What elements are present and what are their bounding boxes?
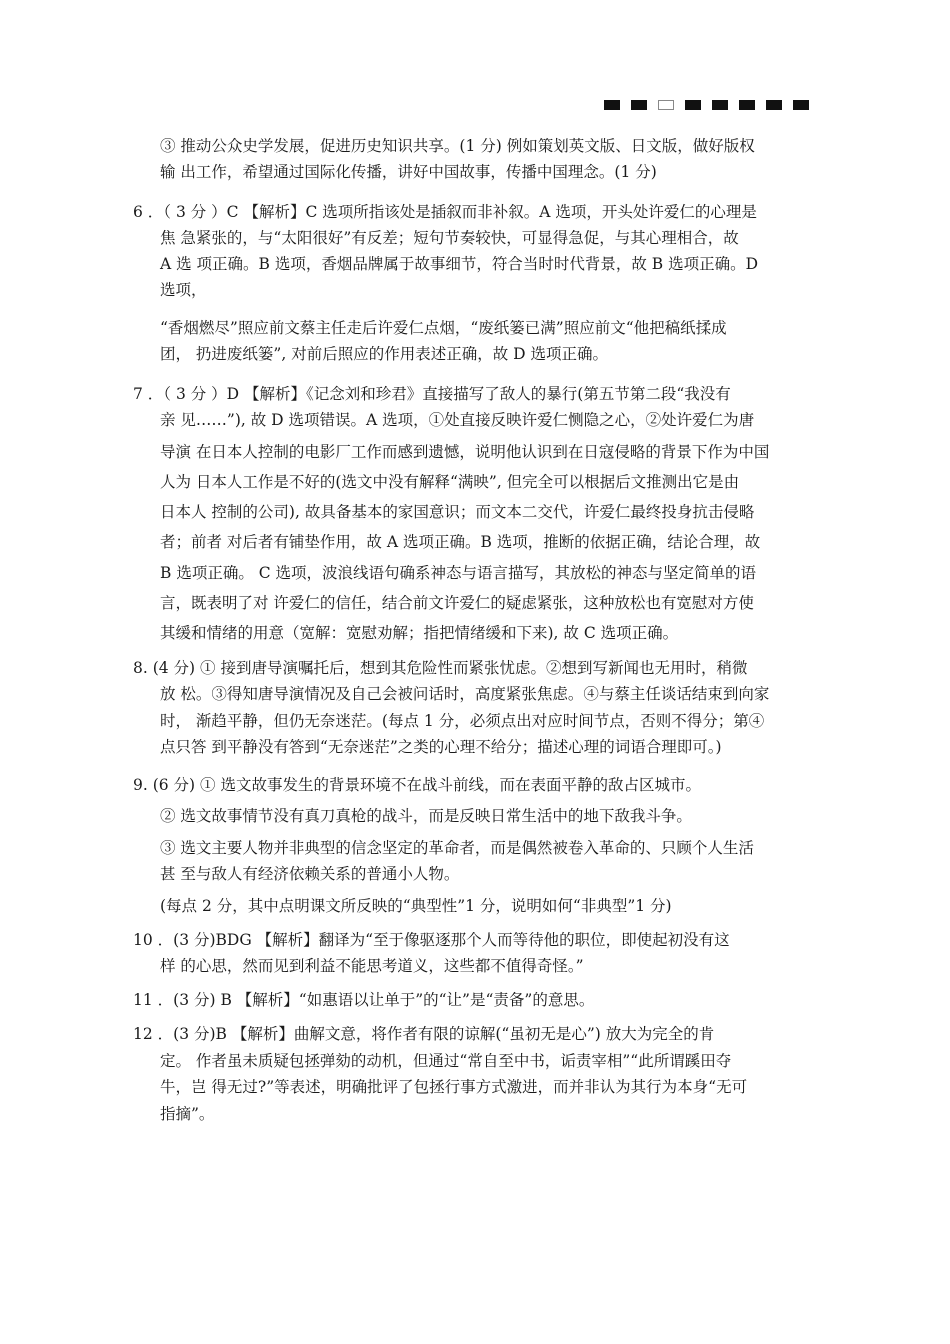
q10-line2: 样 的心思，然而见到利益不能思考道义，这些都不值得奇怪。” xyxy=(160,957,584,975)
q10-line1: 10 ．(3 分)BDG 【解析】翻译为“至于像驱逐那个人而等待他的职位，即使起初没有这 xyxy=(133,931,730,949)
q6-line2: 焦 急紧张的，与“太阳很好”有反差；短句节奏较快，可显得急促，与其心理相合，故 xyxy=(160,229,739,247)
q9-line1: 9. (6 分) ① 选文故事发生的背景环境不在战斗前线，而在表面平静的敌占区城市。 xyxy=(133,776,701,794)
q7-line7: B 选项正确。 C 选项，波浪线语句确系神态与语言描写，其放松的神态与坚定简单的语 xyxy=(160,564,757,582)
q8-line1: 8. (4 分) ① 接到唐导演嘱托后，想到其危险性而紧张忧虑。②想到写新闻也无用时，稍微 xyxy=(133,659,748,677)
q9-line5: (每点 2 分，其中点明课文所反映的“典型性”1 分，说明如何“非典型”1 分) xyxy=(160,897,672,915)
q7-line6: 者；前者 对后者有铺垫作用，故 A 选项正确。B 选项，推断的依据正确，结论合理，故 xyxy=(160,533,761,551)
header-mark xyxy=(766,100,782,110)
q8-line4: 点只答 到平静没有答到“无奈迷茫”之类的心理不给分；描述心理的词语合理即可。) xyxy=(160,738,722,756)
header-mark xyxy=(712,100,728,110)
header-mark xyxy=(793,100,809,110)
header-marks xyxy=(604,100,809,110)
q6-line1: 6 ．（ 3 分 ）C 【解析】C 选项所指该处是插叙而非补叙。A 选项，开头处许爱仁的心理是 xyxy=(133,203,757,221)
q6-line3: A 选 项正确。B 选项，香烟品牌属于故事细节，符合当时时代背景，故 B 选项正确。D xyxy=(160,255,759,273)
q9-line4: 甚 至与敌人有经济依赖关系的普通小人物。 xyxy=(160,865,460,883)
q5-item3-line2: 输 出工作，希望通过国际化传播，讲好中国故事，传播中国理念。(1 分) xyxy=(160,163,657,181)
q7-line5: 日本人 控制的公司), 故具备基本的家国意识；而文本二交代，许爱仁最终投身抗击侵略 xyxy=(160,503,755,521)
header-mark xyxy=(631,100,647,110)
q12-line1: 12 ．(3 分)B 【解析】曲解文意，将作者有限的谅解(“虽初无是心”) 放大为完全的肯 xyxy=(133,1025,715,1043)
q12-line3: 牛，岂 得无过?”等表述，明确批评了包拯行事方式激进，而并非认为其行为本身“无可 xyxy=(160,1078,748,1096)
q7-line8: 言，既表明了对 许爱仁的信任，结合前文许爱仁的疑虑紧张，这种放松也有宽慰对方使 xyxy=(160,594,754,612)
q7-line1: 7 ．（ 3 分 ）D 【解析】《记念刘和珍君》直接描写了敌人的暴行(第五节第二段“我没有 xyxy=(133,385,731,403)
header-mark xyxy=(739,100,755,110)
q5-item3-line1: ③ 推动公众史学发展，促进历史知识共享。(1 分) 例如策划英文版、日文版，做好版权 xyxy=(160,137,755,155)
q12-line2: 定。 作者虽未质疑包拯弹劾的动机，但通过“常自至中书，诟责宰相”“此所谓蹊田夺 xyxy=(160,1052,732,1070)
q7-line4: 人为 日本人工作是不好的(选文中没有解释“满映”, 但完全可以根据后文推测出它是由 xyxy=(160,473,740,491)
header-mark xyxy=(685,100,701,110)
q6-line5: “香烟燃尽”照应前文蔡主任走后许爱仁点烟，“废纸篓已满”照应前文“他把稿纸揉成 xyxy=(160,319,727,337)
q9-line3: ③ 选文主要人物并非典型的信念坚定的革命者，而是偶然被卷入革命的、只顾个人生活 xyxy=(160,839,754,857)
q6-line4: 选项， xyxy=(160,281,207,299)
header-mark xyxy=(604,100,620,110)
q8-line3: 时， 渐趋平静，但仍无奈迷茫。(每点 1 分，必须点出对应时间节点，否则不得分；第④ xyxy=(160,712,765,730)
q7-line2: 亲 见……”), 故 D 选项错误。A 选项，①处直接反映许爱仁恻隐之心，②处许爱仁为唐 xyxy=(160,411,755,429)
q6-line6: 团， 扔进废纸篓”, 对前后照应的作用表述正确，故 D 选项正确。 xyxy=(160,345,608,363)
q7-line3: 导演 在日本人控制的电影厂工作而感到遗憾，说明他认识到在日寇侵略的背景下作为中国 xyxy=(160,443,770,461)
q8-line2: 放 松。③得知唐导演情况及自己会被问话时，高度紧张焦虑。④与蔡主任谈话结束到向家 xyxy=(160,685,770,703)
q7-line9: 其缓和情绪的用意（宽解：宽慰劝解；指把情绪缓和下来), 故 C 选项正确。 xyxy=(160,624,679,642)
q11-line1: 11 ．(3 分) B 【解析】“如惠语以让单于”的“让”是“责备”的意思。 xyxy=(133,991,595,1009)
q12-line4: 指摘”。 xyxy=(160,1105,215,1123)
header-mark-hollow xyxy=(658,100,674,110)
q9-line2: ② 选文故事情节没有真刀真枪的战斗，而是反映日常生活中的地下敌我斗争。 xyxy=(160,807,692,825)
